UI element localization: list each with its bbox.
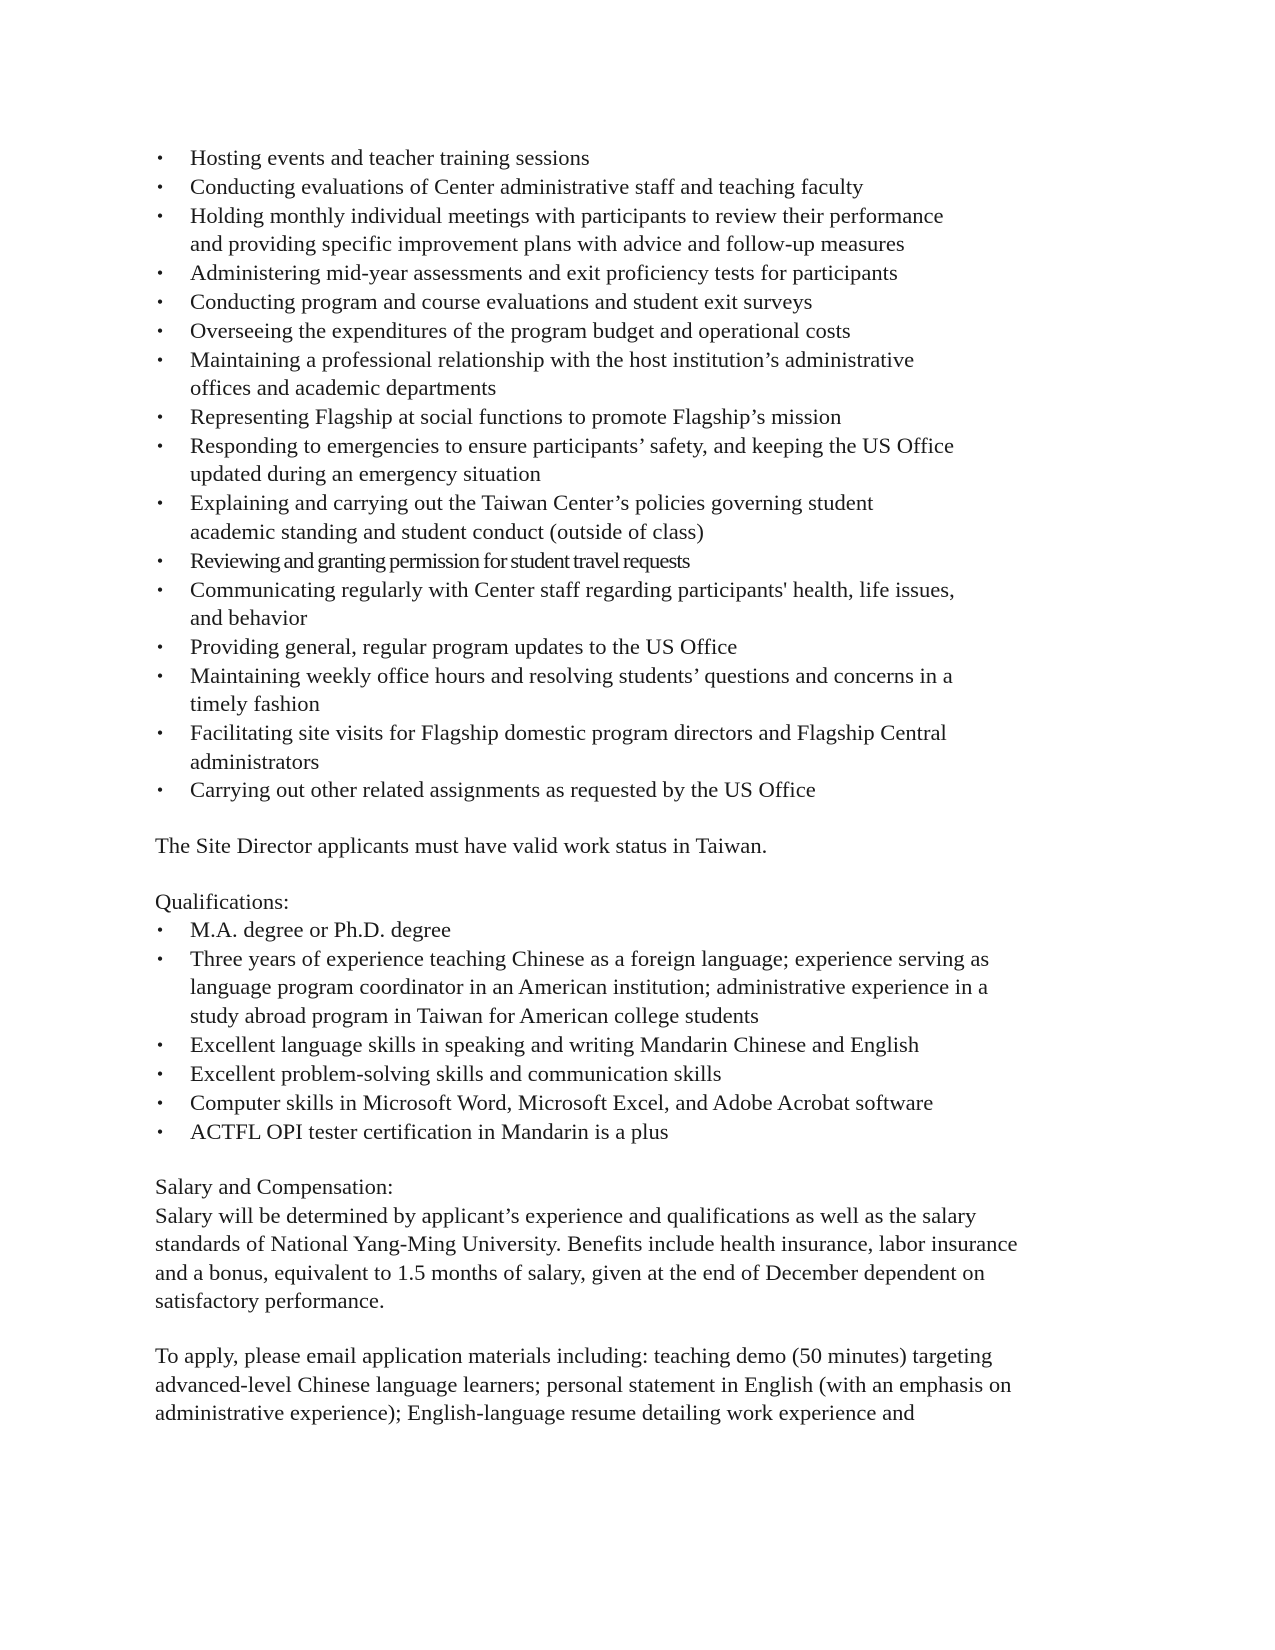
- qualifications-list: [155, 916, 1115, 1146]
- work-status-text: The Site Director applicants must have valid work status in Taiwan.: [155, 833, 768, 859]
- qualification-item-text: Excellent language skills in speaking and writing Mandarin Chinese and English: [190, 1031, 920, 1057]
- duty-item-text: and behavior: [190, 605, 308, 630]
- duty-item-text: Representing Flagship at social functions to promote Flagship’s mission: [190, 404, 842, 430]
- bullet-icon: •: [156, 205, 164, 226]
- salary-line: Salary will be determined by applicant’s experience and qualifications as well as the salary: [155, 1202, 977, 1228]
- bullet-icon: •: [156, 320, 164, 341]
- duty-item-text: Administering mid-year assessments and exit proficiency tests for participants: [190, 260, 898, 286]
- bullet-icon: •: [156, 407, 164, 428]
- salary-line: satisfactory performance.: [155, 1288, 385, 1314]
- qualification-item-text: ACTFL OPI tester certification in Mandarin is a plus: [190, 1118, 669, 1144]
- duty-item: [155, 317, 1115, 345]
- duty-item-text: administrators: [190, 748, 320, 774]
- salary-heading: Salary and Compensation:: [155, 1174, 394, 1200]
- bullet-icon: •: [156, 148, 164, 168]
- duty-item-text: and providing specific improvement plans with advice and follow-up measures: [190, 231, 905, 257]
- apply-line: administrative experience); English-language resume detailing work experience and: [155, 1400, 915, 1426]
- qualification-item-text: Computer skills in Microsoft Word, Microsoft Excel, and Adobe Acrobat software: [190, 1089, 934, 1115]
- duty-item-text: timely fashion: [190, 691, 320, 717]
- duty-item-text: Overseeing the expenditures of the program budget and operational costs: [190, 317, 851, 343]
- duty-item-text: Hosting events and teacher training sessions: [190, 145, 590, 170]
- duty-item: [155, 489, 1115, 546]
- qualification-item-text: Three years of experience teaching Chinese as a foreign language; experience serving as: [190, 946, 990, 972]
- duty-item-text: Maintaining weekly office hours and resolving students’ questions and concerns in a: [190, 662, 953, 688]
- apply-paragraph: [155, 1342, 1115, 1427]
- bullet-icon: •: [156, 579, 164, 600]
- duty-item: [155, 576, 1115, 633]
- qualifications-heading: Qualifications:: [155, 888, 290, 914]
- duty-item: [155, 547, 1115, 575]
- duty-item: [155, 432, 1115, 489]
- bullet-icon: •: [156, 436, 164, 457]
- bullet-icon: •: [156, 493, 164, 514]
- duty-item: [155, 719, 1115, 776]
- salary-paragraph: [155, 1202, 1115, 1316]
- bullet-icon: •: [156, 176, 164, 197]
- work-status-paragraph: [155, 832, 1115, 860]
- duty-item: [155, 776, 1115, 804]
- duty-item-text: Holding monthly individual meetings with participants to review their performance: [190, 202, 944, 228]
- duty-item-text: updated during an emergency situation: [190, 461, 541, 487]
- duty-item-text: Facilitating site visits for Flagship domestic program directors and Flagship Central: [190, 720, 947, 746]
- duty-item: [155, 346, 1115, 403]
- bullet-icon: •: [156, 1034, 164, 1055]
- duty-item-text: Communicating regularly with Center staff regarding participants' health, life issues,: [190, 576, 955, 602]
- duty-item: [155, 144, 1115, 172]
- duty-item-text: academic standing and student conduct (outside of class): [190, 518, 704, 544]
- duty-item: [155, 259, 1115, 287]
- duty-item-text: Conducting evaluations of Center administrative staff and teaching faculty: [190, 173, 864, 199]
- salary-line: standards of National Yang-Ming University. Benefits include health insurance, labor insurance: [155, 1231, 1018, 1257]
- qualification-item-text: Excellent problem-solving skills and communication skills: [190, 1060, 722, 1086]
- qualification-item: [155, 1060, 1115, 1088]
- duty-item: [155, 662, 1115, 719]
- bullet-icon: •: [156, 349, 164, 370]
- salary-line: and a bonus, equivalent to 1.5 months of salary, given at the end of December dependent on: [155, 1259, 985, 1285]
- qualification-item: [155, 1031, 1115, 1059]
- apply-line: advanced-level Chinese language learners; personal statement in English (with an emphasis on: [155, 1371, 1012, 1397]
- duty-item: [155, 202, 1115, 259]
- qualification-item: [155, 945, 1115, 1030]
- bullet-icon: •: [156, 665, 164, 686]
- document-page: [155, 144, 1115, 1428]
- bullet-icon: •: [156, 1121, 164, 1142]
- spacer: [155, 1315, 1115, 1342]
- duties-list: [155, 144, 1115, 805]
- duty-item: [155, 288, 1115, 316]
- duty-item: [155, 403, 1115, 431]
- qualification-item-text: study abroad program in Taiwan for American college students: [190, 1002, 759, 1028]
- qualification-item: [155, 1118, 1115, 1146]
- duty-item-text: Maintaining a professional relationship with the host institution’s administrative: [190, 346, 915, 372]
- qualification-item-text: language program coordinator in an American institution; administrative experience in a: [190, 974, 989, 1000]
- bullet-icon: •: [156, 550, 164, 571]
- duty-item-text: Providing general, regular program updates to the US Office: [190, 633, 738, 659]
- duty-item-text: Carrying out other related assignments as requested by the US Office: [190, 777, 816, 803]
- apply-line: To apply, please email application materials including: teaching demo (50 minutes) targeting: [155, 1343, 993, 1369]
- duty-item-text: Explaining and carrying out the Taiwan Center’s policies governing student: [190, 490, 874, 516]
- duty-item: [155, 173, 1115, 201]
- duty-item-text: offices and academic departments: [190, 375, 497, 401]
- bullet-icon: •: [156, 1092, 164, 1113]
- duty-item-text: Responding to emergencies to ensure participants’ safety, and keeping the US Office: [190, 433, 954, 459]
- bullet-icon: •: [156, 263, 164, 284]
- bullet-icon: •: [156, 1063, 164, 1084]
- bullet-icon: •: [156, 636, 164, 657]
- spacer: [155, 1146, 1115, 1173]
- bullet-icon: •: [156, 780, 164, 801]
- duty-item: [155, 633, 1115, 661]
- duty-item-text: Conducting program and course evaluations and student exit surveys: [190, 289, 813, 315]
- bullet-icon: •: [156, 920, 164, 941]
- bullet-icon: •: [156, 723, 164, 744]
- duty-item-text: Reviewing and granting permission for student travel requests: [190, 547, 690, 573]
- bullet-icon: •: [156, 949, 164, 970]
- qualification-item: [155, 1089, 1115, 1117]
- qualification-item-text: M.A. degree or Ph.D. degree: [190, 917, 451, 943]
- bullet-icon: •: [156, 292, 164, 313]
- spacer: [155, 861, 1115, 888]
- qualification-item: [155, 916, 1115, 944]
- spacer: [155, 805, 1115, 832]
